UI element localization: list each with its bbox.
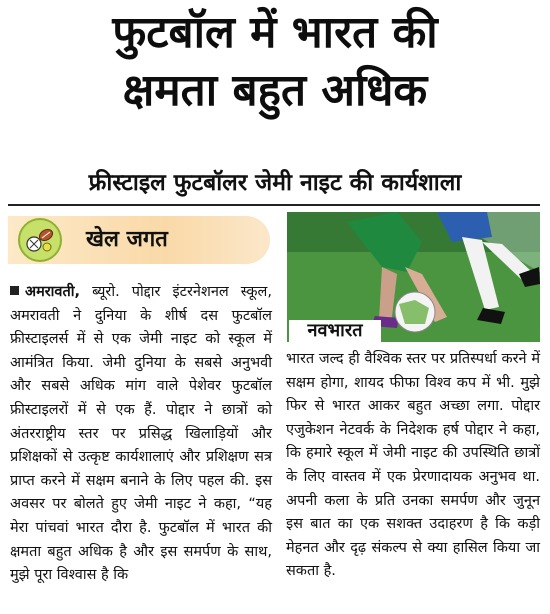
section-tag xyxy=(8,216,270,264)
image-masthead: नवभारत xyxy=(289,320,381,342)
sports-balls-icon xyxy=(18,218,62,262)
headline-line-2: क्षमता बहुत अधिक xyxy=(122,65,428,116)
headline xyxy=(0,4,550,120)
bullet-square-icon xyxy=(10,286,19,295)
section-label: खेल जगत xyxy=(86,227,168,252)
column-2-text: भारत जल्द ही वैश्विक स्तर पर प्रतिस्पर्धा करने में सक्षम होगा, शायद फीफा विश्व कप में भी. मुझे फिर से भारत आकर बहुत अच्छा लगा. पोद्दार एजुकेशन नेटवर्क के निदेशक हर्ष पोद्दार ने कहा, कि हमारे स्कूल में जेमी नाइट की उपस्थिति छात्रों के लिए वास्तव में एक प्रेरणादायक अनुभव था. अपनी कला के प्रति उनका समर्पण और जुनून इस बात का एक सशक्त उदाहरण है कि कड़ी मेहनत और दृढ़ संकल्प से क्या हासिल किया जा सकता है. xyxy=(286,351,540,580)
subheadline: फ्रीस्टाइल फुटबॉलर जेमी नाइट की कार्यशाला xyxy=(88,170,462,196)
divider xyxy=(8,204,540,206)
headline-line-1: फुटबॉल में भारत की xyxy=(112,7,438,58)
article-column-1 xyxy=(10,281,272,588)
article-column-2 xyxy=(286,348,540,584)
column-1-text: ब्यूरो. पोद्दार इंटरनेशनल स्कूल, अमरावती ने दुनिया के शीर्ष दस फुटबॉल फ्रीस्टाइलर्स में से एक जेमी नाइट को स्कूल में आमंत्रित किया. जेमी दुनिया के सबसे अनुभवी और सबसे अधिक मांग वाले पेशेवर फुटबॉल फ्रीस्टाइलरों में से एक हैं. पोद्दार ने छात्रों को अंतरराष्ट्रीय स्तर पर प्रसिद्ध खिलाड़ियों और प्रशिक्षकों से उत्कृष्ट कार्यशालाएं और प्रशिक्षण सत्र प्राप्त करने में सक्षम बनाने के लिए पहल की. इस अवसर पर बोलते हुए जेमी नाइट ने कहा, “यह मेरा पांचवां भारत दौरा है. फुटबॉल में भारत की क्षमता बहुत अधिक है और इस समर्पण के साथ, मुझे पूरा विश्वास है कि xyxy=(10,284,272,584)
dateline: अमरावती, xyxy=(25,284,81,300)
